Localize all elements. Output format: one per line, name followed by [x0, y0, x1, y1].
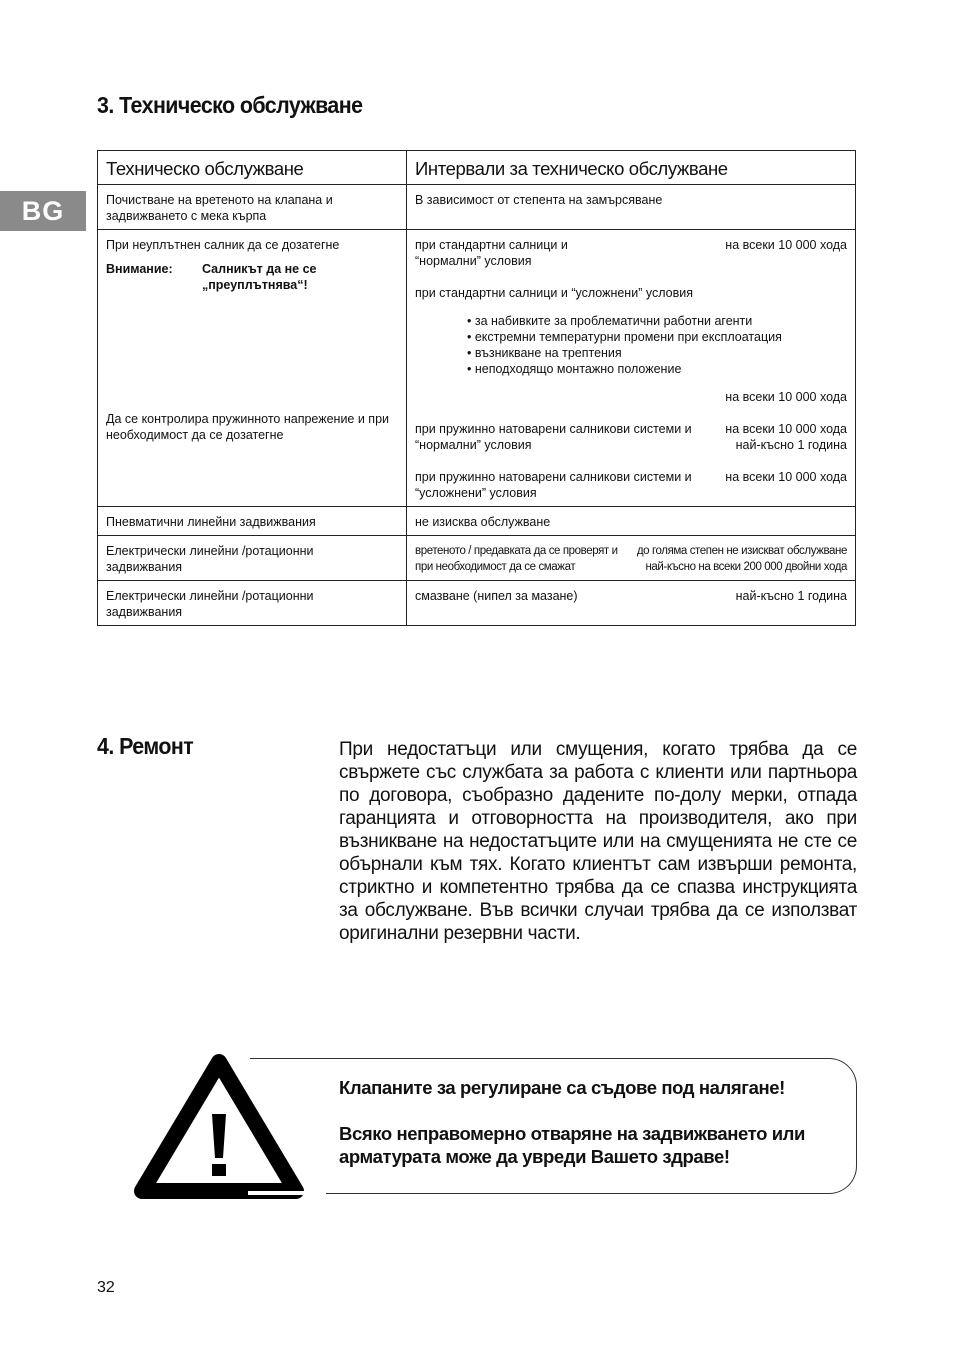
task-packing-tighten: При неуплътнен салник да се дозатегне [106, 238, 340, 252]
condition-text: вретеното / предавката да се проверят и при необходимост да се смажат [415, 545, 618, 573]
warning-message [339, 1076, 839, 1168]
caution-note [106, 261, 398, 293]
warning-line-2: Всяко неправомерно отваряне на задвижването или арматурата може да увреди Вашето здраве! [339, 1123, 806, 1167]
interval-value: най-късно 1 година [735, 438, 847, 452]
condition-text: при стандартни салници и “нормални” условия [415, 238, 568, 268]
interval-value: най-късно 1 година [735, 589, 847, 603]
table-cell-task: Електрически линейни /ротационни задвижвания [98, 536, 407, 581]
table-row [98, 185, 856, 230]
interval-value: до голяма степен не изискват обслужване [636, 545, 847, 557]
table-cell-interval [407, 536, 856, 581]
interval-value: на всеки 10 000 хода [725, 470, 847, 484]
language-tab: BG [0, 191, 86, 231]
caution-label: Внимание: [106, 262, 173, 276]
interval-pair [415, 421, 847, 453]
interval-value: на всеки 10 000 хода [725, 422, 847, 436]
interval-pair [415, 469, 847, 501]
list-item: • екстремни температурни промени при експлоатация [467, 329, 847, 345]
condition-text: при стандартни салници и “усложнени” условия [415, 286, 693, 300]
interval-value-group [715, 421, 847, 453]
interval-value: на всеки 10 000 хода [725, 390, 847, 404]
interval-pair [415, 237, 847, 269]
list-item: • за набивките за проблематични работни агенти [467, 313, 847, 329]
page-number: 32 [97, 1279, 115, 1296]
table-cell-interval: В зависимост от степента на замърсяване [407, 185, 856, 230]
table-row [98, 230, 856, 507]
repair-paragraph: При недостатъци или смущения, когато трябва да се свържете със службата за работа с клиенти или партньора по договора, съобразно дадените по-долу мерки, отпада гаранцията и отговорността на производителя, ако при възникване на недостатъците или на смущенията не сте се обърнали към тях. Когато клиентът сам извърши ремонта, стриктно и компетентно трябва да се спазва инструкцията за обслужване. Във всички случаи трябва да се използват оригинални резервни части. [339, 739, 857, 944]
task-spring-tension: Да се контролира пружинното напрежение и при необходимост да се дозатегне [106, 412, 390, 442]
condition-text: смазване (нипел за мазане) [415, 589, 578, 603]
condition-text: при пружинно натоварени салникови системи и “усложнени” условия [415, 470, 692, 500]
table-cell-interval: не изисква обслужване [407, 507, 856, 536]
condition-list [467, 313, 847, 377]
table-cell-task: Почистване на вретеното на клапана и задвижването с мека кърпа [98, 185, 407, 230]
caution-text: Салникът да не се „преуплътнява“! [202, 262, 317, 292]
table-cell-interval [407, 581, 856, 626]
interval-pair [415, 588, 847, 604]
table-row [98, 507, 856, 536]
condition-text: при пружинно натоварени салникови системи и “нормални” условия [415, 422, 692, 452]
list-item: • неподходящо монтажно положение [467, 361, 847, 377]
interval-pair [415, 543, 847, 575]
table-cell-task: Електрически линейни /ротационни задвижвания [98, 581, 407, 626]
interval-value: на всеки 10 000 хода [725, 238, 847, 252]
warning-line-1: Клапаните за регулиране са съдове под налягане! [339, 1077, 785, 1098]
interval-value: най-късно на всеки 200 000 двойни хода [645, 561, 847, 573]
table-header-row [98, 151, 856, 185]
table-cell-task [98, 230, 407, 507]
section-3-title: 3. Техническо обслужване [97, 92, 363, 118]
section-4-title: 4. Ремонт [97, 733, 194, 759]
table-header-intervals: Интервали за техническо обслужване [407, 151, 856, 185]
table-cell-interval [407, 230, 856, 507]
table-row [98, 536, 856, 581]
table-header-maintenance: Техническо обслужване [98, 151, 407, 185]
list-item: • възникване на трептения [467, 345, 847, 361]
interval-value-group [627, 543, 847, 575]
maintenance-table [97, 150, 856, 626]
table-cell-task: Пневматични линейни задвижвания [98, 507, 407, 536]
table-row [98, 581, 856, 626]
